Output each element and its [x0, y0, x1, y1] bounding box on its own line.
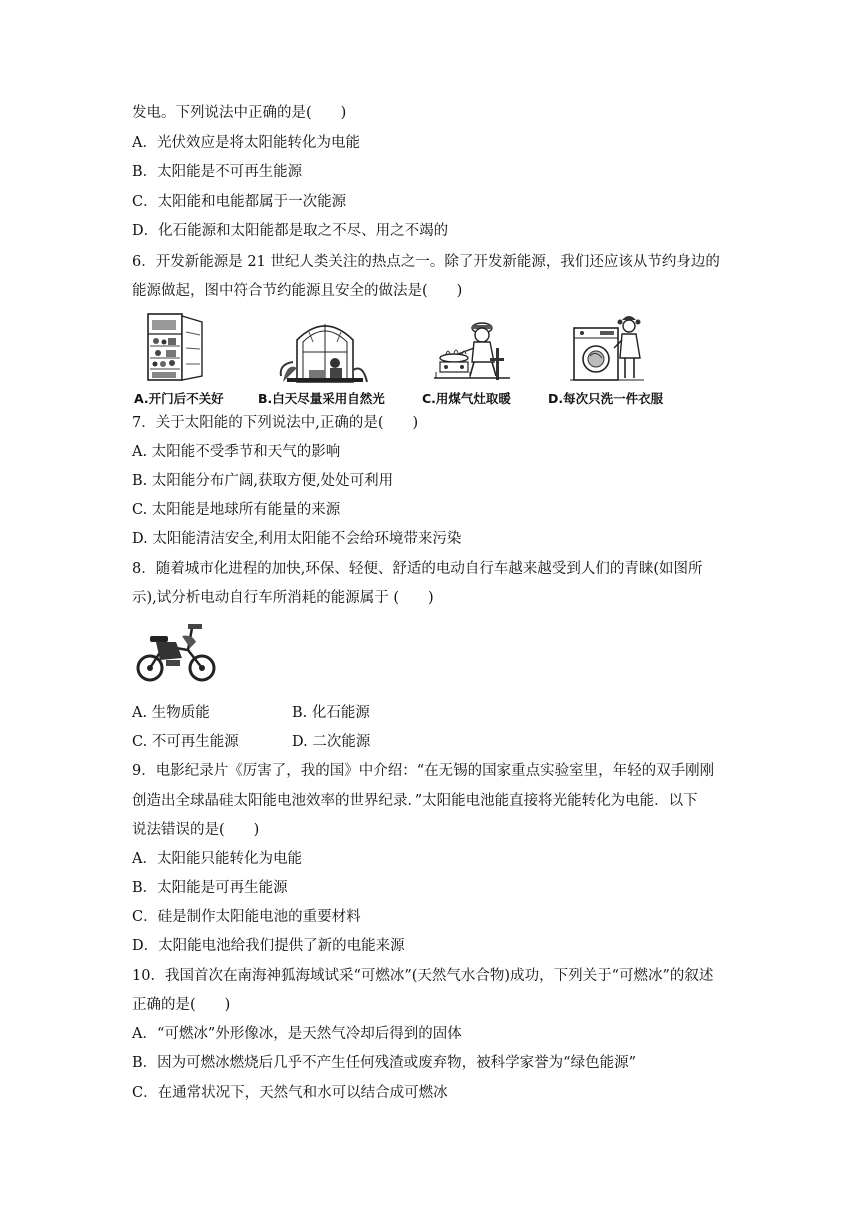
q5-option-c: C．太阳能和电能都属于一次能源	[132, 194, 347, 210]
q10-option-c: C．在通常状况下，天然气和水可以结合成可燃冰	[132, 1085, 448, 1101]
q9-stem-line-1: 9．电影纪录片《厉害了，我的国》中介绍：“在无锡的国家重点实验室里，年轻的双手刚刚	[132, 763, 715, 779]
q9-option-c: C．硅是制作太阳能电池的重要材料	[132, 909, 361, 925]
q8-stem-line-2: 示),试分析电动自行车所消耗的能源属于 ( )	[132, 590, 434, 606]
q9-option-a: A．太阳能只能转化为电能	[132, 851, 302, 867]
electric-bicycle-icon	[136, 620, 218, 686]
q7-option-d: D. 太阳能清洁安全,利用太阳能不会给环境带来污染	[132, 531, 462, 547]
q8-option-a: A. 生物质能	[132, 705, 210, 721]
window-sunlight-icon	[279, 318, 371, 384]
q5-option-b: B．太阳能是不可再生能源	[132, 164, 303, 180]
washing-machine-girl-icon	[570, 314, 644, 384]
q6-caption-c: C.用煤气灶取暖	[422, 391, 511, 406]
q7-stem: 7．关于太阳能的下列说法中,正确的是( )	[132, 415, 419, 431]
q5-stem-tail: 发电。下列说法中正确的是( )	[132, 105, 347, 121]
q10-stem-line-2: 正确的是( )	[132, 997, 231, 1013]
q8-option-c: C. 不可再生能源	[132, 734, 239, 750]
q9-stem-line-2: 创造出全球晶硅太阳能电池效率的世界纪录．”太阳能电池能直接将光能转化为电能．以下	[132, 793, 698, 809]
q7-option-b: B. 太阳能分布广阔,获取方便,处处可利用	[132, 473, 394, 489]
q8-stem-line-1: 8．随着城市化进程的加快,环保、轻便、舒适的电动自行车越来越受到人们的青睐(如图所	[132, 561, 703, 577]
q6-caption-d: D.每次只洗一件衣服	[548, 391, 664, 406]
q7-option-a: A. 太阳能不受季节和天气的影响	[132, 444, 341, 460]
q10-option-a: A．“可燃冰”外形像冰，是天然气冷却后得到的固体	[132, 1026, 462, 1042]
gas-stove-person-icon	[432, 318, 514, 384]
q6-caption-a: A.开门后不关好	[134, 391, 224, 406]
refrigerator-icon	[146, 312, 208, 384]
q5-option-a: A．光伏效应是将太阳能转化为电能	[132, 135, 360, 151]
q9-stem-line-3: 说法错误的是( )	[132, 822, 260, 838]
q9-option-b: B．太阳能是可再生能源	[132, 880, 288, 896]
q6-caption-b: B.白天尽量采用自然光	[258, 391, 385, 406]
q9-option-d: D．太阳能电池给我们提供了新的电能来源	[132, 938, 405, 954]
q6-stem-line-1: 6．开发新能源是 21 世纪人类关注的热点之一。除了开发新能源，我们还应该从节约身边的	[132, 254, 720, 270]
q5-option-d: D．化石能源和太阳能都是取之不尽、用之不竭的	[132, 223, 449, 239]
q8-option-b: B. 化石能源	[292, 705, 370, 721]
q8-option-d: D. 二次能源	[292, 734, 371, 750]
q10-option-b: B．因为可燃冰燃烧后几乎不产生任何残渣或废弃物，被科学家誉为“绿色能源”	[132, 1055, 636, 1071]
q7-option-c: C. 太阳能是地球所有能量的来源	[132, 502, 341, 518]
q6-stem-line-2: 能源做起，图中符合节约能源且安全的做法是( )	[132, 283, 463, 299]
q10-stem-line-1: 10．我国首次在南海神狐海域试采“可燃冰”(天然气水合物)成功，下列关于“可燃冰”的叙述	[132, 968, 714, 984]
